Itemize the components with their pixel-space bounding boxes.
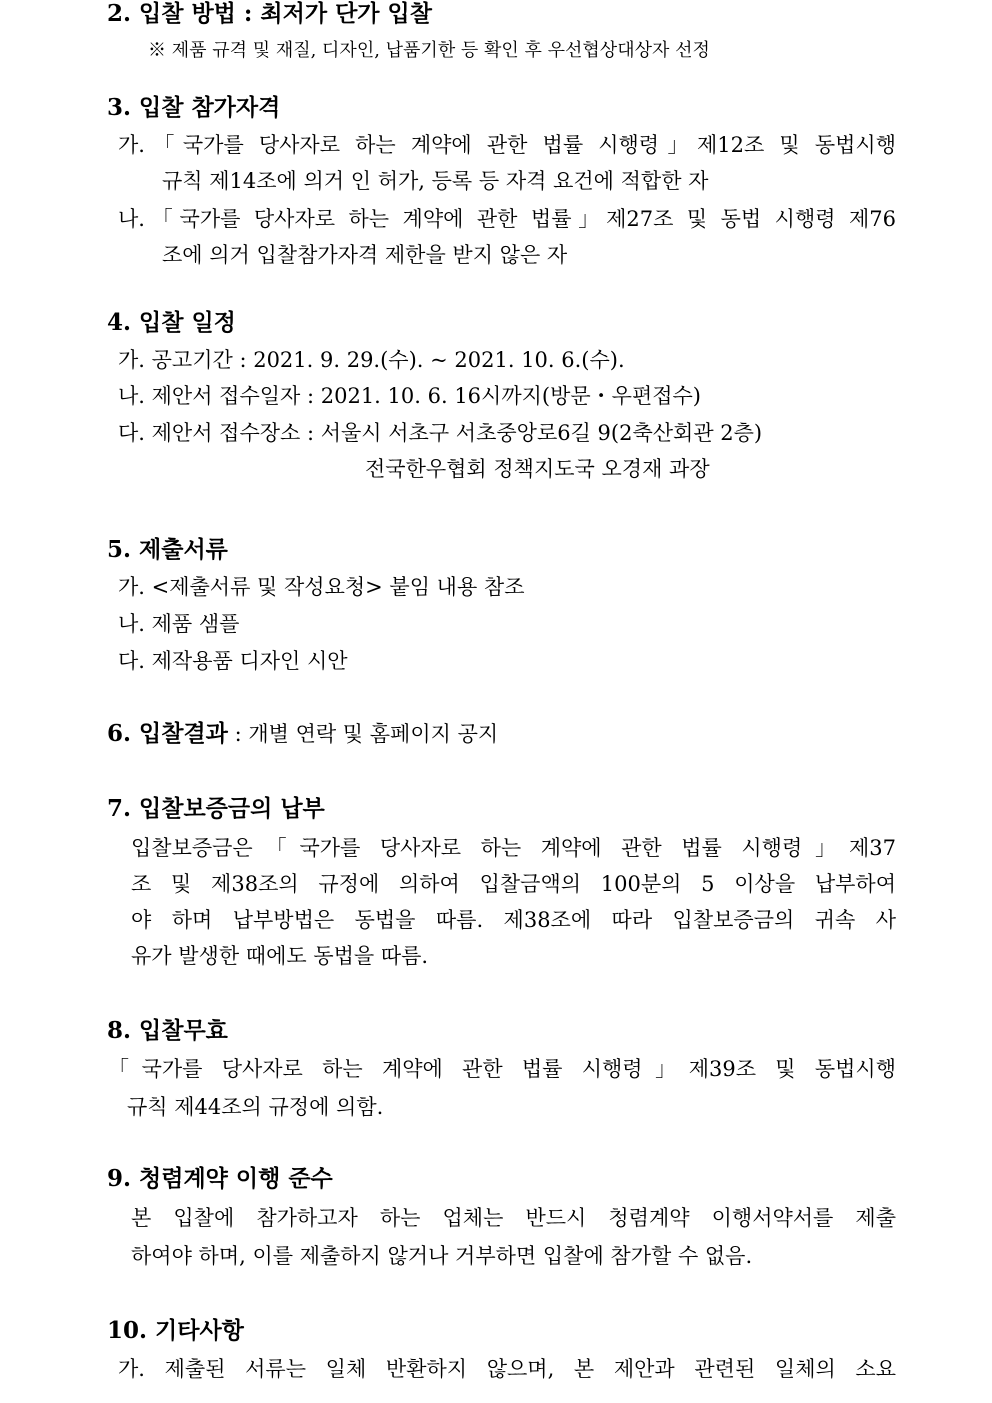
- section-5-item-da: 다. 제작용품 디자인 시안: [118, 649, 348, 673]
- section-7-line3: 야 하며 납부방법은 동법을 따름. 제38조에 따라 입찰보증금의 귀속 사: [131, 908, 896, 932]
- section-3-item-na-line2: 조에 의거 입찰참가자격 제한을 받지 않은 자: [162, 243, 568, 267]
- section-3-item-ga-line1: 가.「국가를 당사자로 하는 계약에 관한 법률 시행령」제12조 및 동법시행: [118, 133, 896, 157]
- section-8-line1: 「국가를 당사자로 하는 계약에 관한 법률 시행령」제39조 및 동법시행: [108, 1057, 896, 1081]
- section-6-text: : 개별 연락 및 홈페이지 공지: [227, 722, 499, 746]
- section-10-item-ga: 가. 제출된 서류는 일체 반환하지 않으며, 본 제안과 관련된 일체의 소요: [118, 1357, 896, 1381]
- section-7-heading: 7. 입찰보증금의 납부: [107, 795, 325, 822]
- section-9-line1: 본 입찰에 참가하고자 하는 업체는 반드시 청렴계약 이행서약서를 제출: [131, 1206, 896, 1230]
- section-5-item-ga: 가. <제출서류 및 작성요청> 붙임 내용 참조: [118, 575, 525, 599]
- section-8-heading: 8. 입찰무효: [107, 1017, 228, 1044]
- section-3-item-ga-line2: 규칙 제14조에 의거 인 허가, 등록 등 자격 요건에 적합한 자: [162, 169, 709, 193]
- section-6-heading: 6. 입찰결과: [107, 720, 228, 747]
- section-9-heading: 9. 청렴계약 이행 준수: [107, 1165, 333, 1192]
- section-4-item-da-line1: 다. 제안서 접수장소 : 서울시 서초구 서초중앙로6길 9(2축산회관 2층): [118, 421, 763, 445]
- section-2-heading: 2. 입찰 방법 : 최저가 단가 입찰: [107, 0, 432, 27]
- section-6-line: [107, 721, 498, 747]
- section-7-line2: 조 및 제38조의 규정에 의하여 입찰금액의 100분의 5 이상을 납부하여: [131, 872, 897, 896]
- section-4-heading: 4. 입찰 일정: [107, 309, 236, 336]
- section-5-heading: 5. 제출서류: [107, 536, 228, 563]
- section-5-item-na: 나. 제품 샘플: [118, 612, 240, 636]
- section-3-item-na-line1: 나.「국가를 당사자로 하는 계약에 관한 법률」제27조 및 동법 시행령 제76: [118, 207, 896, 231]
- section-9-line2: 하여야 하며, 이를 제출하지 않거나 거부하면 입찰에 참가할 수 없음.: [131, 1244, 753, 1268]
- section-4-item-na: 나. 제안서 접수일자 : 2021. 10. 6. 16시까지(방문・우편접수): [118, 384, 701, 408]
- section-2-note: ※ 제품 규격 및 재질, 디자인, 납품기한 등 확인 후 우선협상대상자 선정: [148, 40, 710, 61]
- section-8-line2: 규칙 제44조의 규정에 의함.: [127, 1095, 384, 1119]
- section-3-heading: 3. 입찰 참가자격: [107, 94, 281, 121]
- section-4-item-da-line2: 전국한우협회 정책지도국 오경재 과장: [365, 457, 710, 481]
- section-7-line4: 유가 발생한 때에도 동법을 따름.: [131, 944, 429, 968]
- section-4-item-ga: 가. 공고기간 : 2021. 9. 29.(수). ~ 2021. 10. 6.(수).: [118, 348, 625, 372]
- section-7-line1: 입찰보증금은「국가를 당사자로 하는 계약에 관한 법률 시행령」제37: [131, 836, 896, 860]
- section-10-heading: 10. 기타사항: [107, 1317, 244, 1344]
